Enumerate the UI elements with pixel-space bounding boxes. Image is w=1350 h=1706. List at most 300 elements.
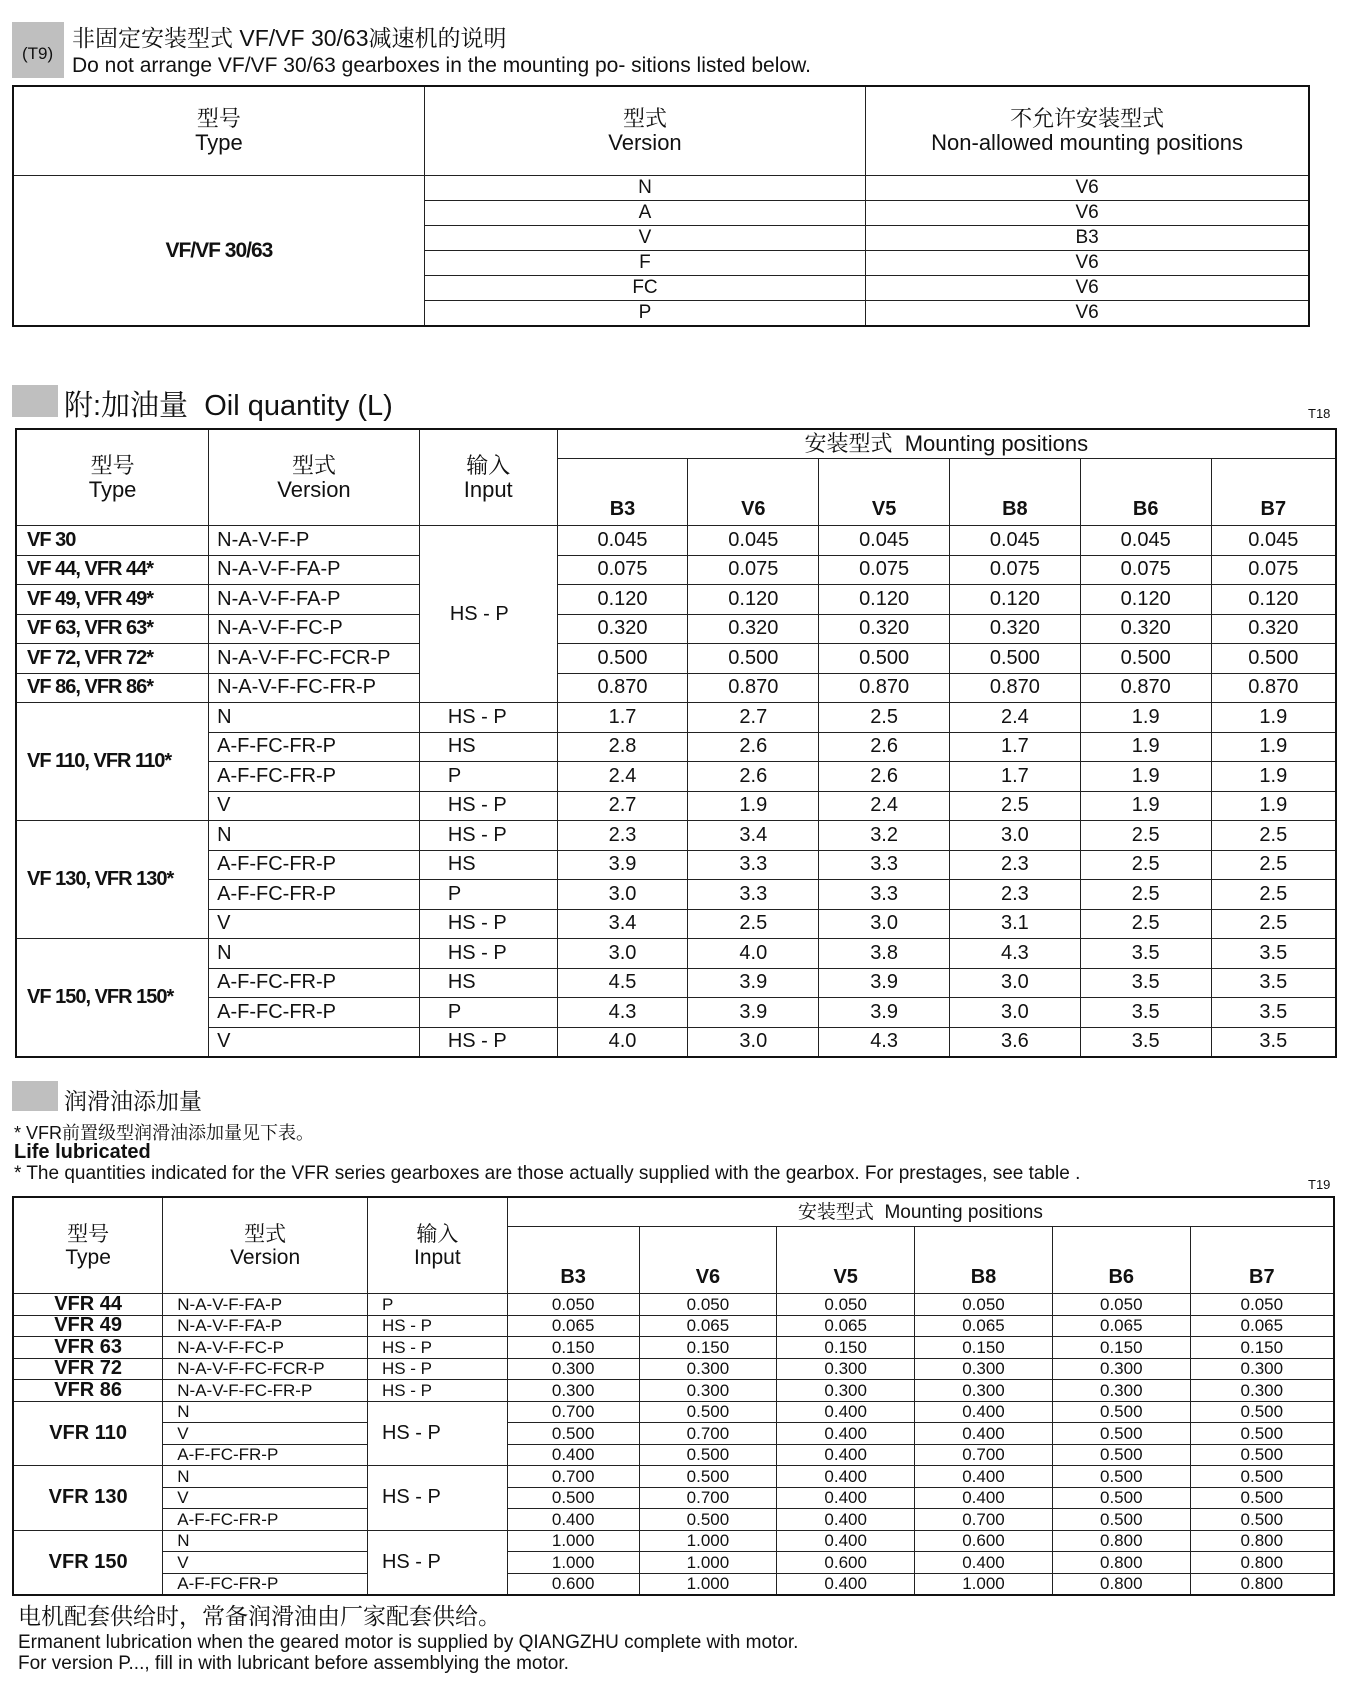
header-input (419, 429, 557, 526)
section2-title-en: Oil quantity (L) (204, 390, 393, 422)
input-cell: HS - P (419, 939, 557, 969)
version-cell: V (209, 909, 420, 939)
value-cell: 2.4 (950, 703, 1081, 733)
input-cell: HS - P (419, 526, 557, 703)
version-cell: A-F-FC-FR-P (163, 1444, 368, 1466)
value-cell: 0.120 (557, 585, 688, 615)
value-cell: 1.000 (507, 1552, 639, 1574)
version-cell: N-A-V-F-FC-P (209, 614, 420, 644)
position-b6: B6 (1080, 459, 1211, 526)
input-cell: HS - P (419, 791, 557, 821)
value-cell: 0.500 (1211, 644, 1336, 674)
type-cell: VF 30 (16, 526, 209, 556)
value-cell: 3.1 (950, 909, 1081, 939)
value-cell: 0.800 (1190, 1530, 1334, 1552)
value-cell: 3.9 (819, 998, 950, 1028)
value-cell: 2.5 (1211, 909, 1336, 939)
table-row (16, 644, 1336, 674)
table-row (13, 1294, 1334, 1316)
table-number: T19 (1308, 1177, 1331, 1192)
type-cell: VFR 86 (13, 1380, 163, 1402)
header-type-cn: 型号 (67, 1222, 110, 1246)
value-cell: 0.150 (507, 1337, 639, 1359)
version-cell: A-F-FC-FR-P (209, 732, 420, 762)
version-cell: A-F-FC-FR-P (209, 998, 420, 1028)
version-cell: A (424, 201, 865, 226)
value-cell: 0.400 (915, 1423, 1053, 1445)
value-cell: 0.300 (1052, 1380, 1190, 1402)
type-cell: VFR 150 (13, 1530, 163, 1595)
value-cell: 0.065 (507, 1315, 639, 1337)
version-cell: V (163, 1487, 368, 1509)
value-cell: 0.065 (777, 1315, 915, 1337)
value-cell: 0.065 (1190, 1315, 1334, 1337)
value-cell: 0.400 (915, 1552, 1053, 1574)
value-cell: 4.0 (557, 1027, 688, 1057)
value-cell: 0.065 (639, 1315, 777, 1337)
value-cell: 0.050 (1190, 1294, 1334, 1316)
version-cell: N (209, 703, 420, 733)
type-cell: VF 49, VFR 49* (16, 585, 209, 615)
value-cell: 0.050 (639, 1294, 777, 1316)
table-row (13, 1487, 1334, 1509)
value-cell: 2.5 (950, 791, 1081, 821)
value-cell: 1.000 (915, 1573, 1053, 1595)
header-mounting-positions (507, 1197, 1334, 1227)
version-cell: N-A-V-F-FC-FCR-P (163, 1358, 368, 1380)
table-row (13, 1509, 1334, 1531)
input-cell: HS - P (367, 1358, 507, 1380)
value-cell: 0.045 (950, 526, 1081, 556)
header-type-en: Type (65, 1245, 111, 1269)
value-cell: 0.045 (688, 526, 819, 556)
table-row (13, 1466, 1334, 1488)
value-cell: 2.5 (1211, 821, 1336, 851)
position-v5: V5 (819, 459, 950, 526)
position-b3: B3 (557, 459, 688, 526)
value-cell: 3.5 (1211, 998, 1336, 1028)
section-marker (12, 1081, 58, 1111)
nonallowed-position-cell: V6 (866, 176, 1309, 201)
version-cell: N-A-V-F-FC-FCR-P (209, 644, 420, 674)
header-version (209, 429, 420, 526)
version-cell: N-A-V-F-P (209, 526, 420, 556)
value-cell: 4.3 (557, 998, 688, 1028)
table-row (16, 850, 1336, 880)
version-cell: V (424, 226, 865, 251)
value-cell: 2.3 (950, 880, 1081, 910)
value-cell: 0.120 (950, 585, 1081, 615)
nonallowed-position-cell: V6 (866, 276, 1309, 301)
value-cell: 1.9 (1080, 703, 1211, 733)
version-cell: N-A-V-F-FC-P (163, 1337, 368, 1359)
value-cell: 0.870 (557, 673, 688, 703)
value-cell: 0.120 (1080, 585, 1211, 615)
position-b7: B7 (1190, 1227, 1334, 1294)
version-cell: N (163, 1530, 368, 1552)
value-cell: 0.500 (639, 1401, 777, 1423)
value-cell: 0.300 (507, 1380, 639, 1402)
version-cell: N-A-V-F-FA-P (163, 1294, 368, 1316)
value-cell: 0.500 (950, 644, 1081, 674)
footer-cn: 电机配套供给时，常备润滑油由厂家配套供给。 (18, 1603, 501, 1629)
value-cell: 0.300 (915, 1358, 1053, 1380)
value-cell: 4.3 (950, 939, 1081, 969)
value-cell: 0.870 (1211, 673, 1336, 703)
value-cell: 0.600 (777, 1552, 915, 1574)
value-cell: 0.500 (1052, 1401, 1190, 1423)
table-row (16, 821, 1336, 851)
table-row (16, 762, 1336, 792)
value-cell: 0.500 (639, 1466, 777, 1488)
value-cell: 3.0 (950, 968, 1081, 998)
header-type-en: Type (88, 476, 137, 502)
header-input-en: Input (413, 1245, 461, 1269)
type-cell: VF 86, VFR 86* (16, 673, 209, 703)
value-cell: 0.400 (915, 1401, 1053, 1423)
value-cell: 2.3 (950, 850, 1081, 880)
value-cell: 0.700 (915, 1444, 1053, 1466)
value-cell: 0.075 (1080, 555, 1211, 585)
value-cell: 0.045 (819, 526, 950, 556)
section3-note-cn: * VFR前置级型润滑油添加量见下表。 (14, 1123, 315, 1143)
value-cell: 2.5 (688, 909, 819, 939)
value-cell: 0.800 (1052, 1573, 1190, 1595)
value-cell: 0.050 (1052, 1294, 1190, 1316)
value-cell: 0.700 (507, 1466, 639, 1488)
table-row (16, 526, 1336, 556)
header-version: 型式 Version (424, 86, 865, 176)
header-version-cn: 型式 (291, 452, 336, 478)
table-row (13, 1358, 1334, 1380)
type-cell: VFR 110 (13, 1401, 163, 1466)
value-cell: 1.9 (1211, 703, 1336, 733)
value-cell: 2.5 (1211, 850, 1336, 880)
mounting-cn: 安装型式 (804, 431, 893, 456)
position-b7: B7 (1211, 459, 1336, 526)
value-cell: 0.500 (1190, 1487, 1334, 1509)
version-cell: A-F-FC-FR-P (209, 762, 420, 792)
value-cell: 0.300 (777, 1358, 915, 1380)
value-cell: 0.500 (1052, 1509, 1190, 1531)
oil-quantity-table (15, 428, 1337, 1058)
version-cell: A-F-FC-FR-P (163, 1573, 368, 1595)
value-cell: 3.2 (819, 821, 950, 851)
value-cell: 1.7 (950, 762, 1081, 792)
value-cell: 4.3 (819, 1027, 950, 1057)
value-cell: 4.5 (557, 968, 688, 998)
value-cell: 0.400 (777, 1466, 915, 1488)
value-cell: 0.320 (557, 614, 688, 644)
value-cell: 0.065 (915, 1315, 1053, 1337)
value-cell: 3.4 (557, 909, 688, 939)
value-cell: 1.000 (639, 1552, 777, 1574)
life-lubricated-table (12, 1196, 1335, 1596)
value-cell: 0.500 (1190, 1423, 1334, 1445)
value-cell: 1.9 (1211, 732, 1336, 762)
value-cell: 0.320 (1211, 614, 1336, 644)
value-cell: 0.300 (1190, 1358, 1334, 1380)
input-cell: HS - P (367, 1337, 507, 1359)
value-cell: 0.600 (507, 1573, 639, 1595)
section2-title (64, 383, 393, 424)
section-marker (12, 385, 58, 417)
value-cell: 2.6 (688, 732, 819, 762)
version-cell: A-F-FC-FR-P (163, 1509, 368, 1531)
value-cell: 0.400 (915, 1466, 1053, 1488)
section2-title-cn: 附:加油量 (64, 390, 189, 422)
mounting-en: Mounting positions (904, 431, 1089, 456)
version-cell: N (424, 176, 865, 201)
value-cell: 0.150 (1190, 1337, 1334, 1359)
value-cell: 1.9 (688, 791, 819, 821)
value-cell: 0.300 (639, 1380, 777, 1402)
value-cell: 3.9 (557, 850, 688, 880)
value-cell: 0.700 (507, 1401, 639, 1423)
type-cell: VF 72, VFR 72* (16, 644, 209, 674)
value-cell: 3.3 (688, 880, 819, 910)
table-row (13, 1573, 1334, 1595)
header-input-cn: 输入 (466, 452, 511, 478)
header-input (367, 1197, 507, 1294)
table-row (16, 880, 1336, 910)
table-row (16, 555, 1336, 585)
position-v6: V6 (688, 459, 819, 526)
input-cell: HS - P (367, 1380, 507, 1402)
value-cell: 3.0 (557, 939, 688, 969)
position-b8: B8 (950, 459, 1081, 526)
value-cell: 2.4 (557, 762, 688, 792)
header-input-en: Input (463, 476, 513, 502)
header-type (16, 429, 209, 526)
table-row (16, 614, 1336, 644)
type-cell: VF/VF 30/63 (13, 176, 424, 327)
version-cell: N-A-V-F-FA-P (209, 555, 420, 585)
value-cell: 0.150 (777, 1337, 915, 1359)
input-cell: HS (419, 732, 557, 762)
nonallowed-position-cell: V6 (866, 251, 1309, 276)
value-cell: 2.5 (1211, 880, 1336, 910)
value-cell: 0.120 (688, 585, 819, 615)
value-cell: 3.5 (1211, 939, 1336, 969)
value-cell: 0.150 (1052, 1337, 1190, 1359)
value-cell: 0.500 (1190, 1401, 1334, 1423)
table-row (16, 585, 1336, 615)
input-cell: HS (419, 968, 557, 998)
type-cell: VF 110, VFR 110* (16, 703, 209, 821)
position-b3: B3 (507, 1227, 639, 1294)
value-cell: 0.300 (915, 1380, 1053, 1402)
nonallowed-table (12, 85, 1310, 327)
value-cell: 0.400 (777, 1401, 915, 1423)
value-cell: 0.700 (639, 1487, 777, 1509)
table-row (16, 732, 1336, 762)
version-cell: N-A-V-F-FC-FR-P (209, 673, 420, 703)
table-row (16, 673, 1336, 703)
value-cell: 3.4 (688, 821, 819, 851)
version-cell: F (424, 251, 865, 276)
version-cell: N-A-V-F-FA-P (209, 585, 420, 615)
position-v6: V6 (639, 1227, 777, 1294)
value-cell: 1.7 (557, 703, 688, 733)
value-cell: 0.400 (507, 1444, 639, 1466)
value-cell: 0.050 (777, 1294, 915, 1316)
value-cell: 3.0 (950, 998, 1081, 1028)
table-row (16, 703, 1336, 733)
input-cell: P (367, 1294, 507, 1316)
value-cell: 0.400 (507, 1509, 639, 1531)
position-v5: V5 (777, 1227, 915, 1294)
life-lubricated: Life lubricated (14, 1141, 151, 1163)
value-cell: 0.050 (507, 1294, 639, 1316)
table-row (16, 968, 1336, 998)
nonallowed-position-cell: B3 (866, 226, 1309, 251)
value-cell: 0.075 (819, 555, 950, 585)
value-cell: 0.500 (639, 1444, 777, 1466)
value-cell: 0.065 (1052, 1315, 1190, 1337)
value-cell: 0.800 (1190, 1573, 1334, 1595)
version-cell: V (163, 1423, 368, 1445)
table-row (16, 998, 1336, 1028)
version-cell: V (209, 1027, 420, 1057)
value-cell: 0.050 (915, 1294, 1053, 1316)
value-cell: 1.9 (1211, 762, 1336, 792)
input-cell: P (419, 762, 557, 792)
value-cell: 0.400 (777, 1444, 915, 1466)
type-cell: VFR 130 (13, 1466, 163, 1531)
value-cell: 0.500 (1190, 1466, 1334, 1488)
input-cell: HS - P (419, 821, 557, 851)
input-cell: HS - P (419, 703, 557, 733)
table-row (16, 909, 1336, 939)
value-cell: 0.045 (1211, 526, 1336, 556)
value-cell: 2.7 (557, 791, 688, 821)
value-cell: 0.400 (915, 1487, 1053, 1509)
input-cell: P (419, 998, 557, 1028)
header-type: 型号 Type (13, 86, 424, 176)
value-cell: 0.075 (1211, 555, 1336, 585)
nonallowed-position-cell: V6 (866, 301, 1309, 327)
section1-title-cn: 非固定安装型式 VF/VF 30/63减速机的说明 (72, 25, 507, 51)
type-cell: VFR 72 (13, 1358, 163, 1380)
value-cell: 0.400 (777, 1530, 915, 1552)
header-version-cn: 型式 (244, 1222, 287, 1246)
position-b6: B6 (1052, 1227, 1190, 1294)
input-cell: P (419, 880, 557, 910)
value-cell: 0.500 (557, 644, 688, 674)
value-cell: 0.400 (777, 1573, 915, 1595)
value-cell: 1.9 (1080, 762, 1211, 792)
value-cell: 0.800 (1052, 1530, 1190, 1552)
value-cell: 3.6 (950, 1027, 1081, 1057)
footer-en-2: For version P..., fill in with lubricant before assemblying the motor. (18, 1653, 569, 1674)
value-cell: 0.120 (1211, 585, 1336, 615)
version-cell: N (163, 1466, 368, 1488)
input-cell: HS - P (367, 1315, 507, 1337)
value-cell: 0.150 (915, 1337, 1053, 1359)
version-cell: N (209, 939, 420, 969)
input-cell: HS - P (419, 1027, 557, 1057)
version-cell: A-F-FC-FR-P (209, 850, 420, 880)
table-row (16, 1027, 1336, 1057)
value-cell: 0.870 (1080, 673, 1211, 703)
value-cell: 3.5 (1211, 1027, 1336, 1057)
value-cell: 2.5 (819, 703, 950, 733)
value-cell: 3.0 (950, 821, 1081, 851)
value-cell: 0.075 (557, 555, 688, 585)
value-cell: 2.8 (557, 732, 688, 762)
header-mounting-positions (557, 429, 1336, 459)
value-cell: 0.800 (1052, 1552, 1190, 1574)
value-cell: 1.000 (639, 1530, 777, 1552)
value-cell: 0.400 (777, 1423, 915, 1445)
table-row (13, 1337, 1334, 1359)
value-cell: 3.3 (819, 880, 950, 910)
table-row (16, 791, 1336, 821)
value-cell: 2.4 (819, 791, 950, 821)
input-cell: HS - P (367, 1401, 507, 1466)
input-cell: HS (419, 850, 557, 880)
value-cell: 2.7 (688, 703, 819, 733)
version-cell: P (424, 301, 865, 327)
value-cell: 0.500 (1052, 1444, 1190, 1466)
value-cell: 3.5 (1080, 939, 1211, 969)
value-cell: 3.5 (1211, 968, 1336, 998)
version-cell: N (163, 1401, 368, 1423)
header-type-cn: 型号 (90, 452, 135, 478)
value-cell: 2.5 (1080, 909, 1211, 939)
value-cell: 0.320 (688, 614, 819, 644)
table-row (16, 939, 1336, 969)
version-cell: N-A-V-F-FC-FR-P (163, 1380, 368, 1402)
value-cell: 0.300 (639, 1358, 777, 1380)
version-cell: V (163, 1552, 368, 1574)
value-cell: 0.870 (688, 673, 819, 703)
mounting-cn: 安装型式 (797, 1201, 874, 1223)
value-cell: 0.870 (950, 673, 1081, 703)
value-cell: 4.0 (688, 939, 819, 969)
value-cell: 2.3 (557, 821, 688, 851)
value-cell: 0.320 (1080, 614, 1211, 644)
value-cell: 0.500 (1052, 1423, 1190, 1445)
value-cell: 0.400 (777, 1509, 915, 1531)
value-cell: 0.500 (1052, 1487, 1190, 1509)
type-cell: VF 63, VFR 63* (16, 614, 209, 644)
value-cell: 0.300 (507, 1358, 639, 1380)
value-cell: 0.075 (950, 555, 1081, 585)
table-row (13, 1530, 1334, 1552)
value-cell: 1.000 (639, 1573, 777, 1595)
value-cell: 1.7 (950, 732, 1081, 762)
type-cell: VFR 63 (13, 1337, 163, 1359)
nonallowed-position-cell: V6 (866, 201, 1309, 226)
value-cell: 3.5 (1080, 968, 1211, 998)
value-cell: 2.6 (688, 762, 819, 792)
value-cell: 0.500 (1080, 644, 1211, 674)
value-cell: 3.5 (1080, 1027, 1211, 1057)
value-cell: 0.300 (777, 1380, 915, 1402)
value-cell: 0.500 (1052, 1466, 1190, 1488)
type-cell: VFR 49 (13, 1315, 163, 1337)
value-cell: 3.9 (688, 968, 819, 998)
value-cell: 1.9 (1211, 791, 1336, 821)
version-cell: A-F-FC-FR-P (209, 880, 420, 910)
version-cell: N-A-V-F-FA-P (163, 1315, 368, 1337)
value-cell: 0.800 (1190, 1552, 1334, 1574)
value-cell: 0.500 (507, 1487, 639, 1509)
table-row (13, 1444, 1334, 1466)
header-row (16, 429, 1336, 459)
